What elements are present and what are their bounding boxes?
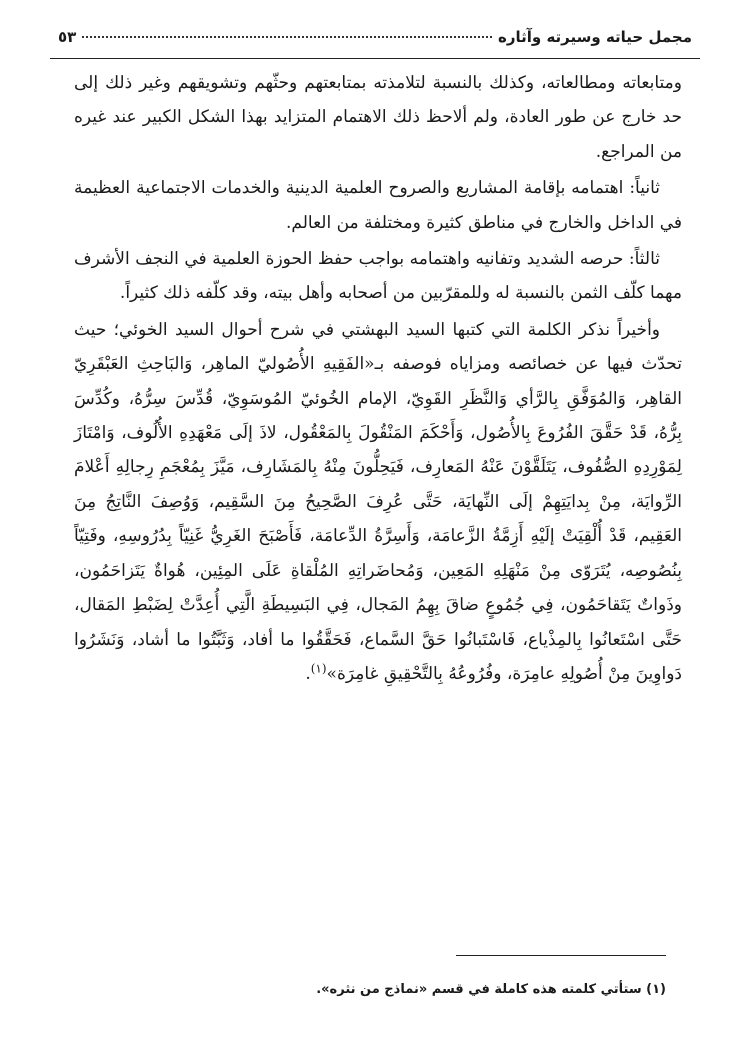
paragraph-continuation: ومتابعاته ومطالعاته، وكذلك بالنسبة لتلامذته بمتابعتهم وحثّهم وتشويقهم وغير ذلك إلى حد خارج عن طور العادة، ولم ألاحظ ذلك الاهتمام المتزايد بهذا الشكل الكبير عند غيره من المراجع.: [74, 73, 682, 162]
footnote-reference[interactable]: (١): [310, 661, 327, 676]
paragraph-second-point: ثانياً: اهتمامه بإقامة المشاريع والصروح العلمية الدينية والخدمات الاجتماعية العظيمة في الداخل والخارج في مناطق كثيرة ومختلفة من العالم.: [74, 178, 682, 233]
quote-text: وأخيراً نذكر الكلمة التي كتبها السيد البهشتي في شرح أحوال السيد الخوئي؛ حيث تحدّث فيها عن خصائصه ومزاياه فوصفه بـ«الفَقِيهِ الأُصُوليّ الماهِر، وَالبَاحِثِ العَبْقَرِيّ القاهِر، وَالمُوَفَّقِ بِالرَّأي وَالنَّظَرِ القَوِيّ، الإمام الخُوئيّ المُوسَوِيّ، قُدِّسَ سِرُّهُ، وكُدِّسَ بِرُّهُ، قَدْ حَقَّقَ الفُرُوعَ بِالأُصُول، وَأَحْكَمَ المَنْقُولَ بِالمَعْقُول، لاذَ إلَى مَعْهَدِهِ الأُلُوف، وَامْتَازَ لِمَوْرِدِهِ الصُّفُوف، يَتَلَقَّوْنَ عَنْهُ المَعارِف، فَيَحِلُّونَ مِنْهُ بِالمَشَارِف، مَيَّزَ بِمُعْجَمِ رِجالِهِ أَعْلامَ الرِّوايَة، مِنْ بِدايَتِهِمْ إلَى النِّهايَة، حَتَّى عُرِفَ الصَّحِيحُ مِنَ السَّقِيم، وَوُصِفَ النَّاتِجُ مِنَ العَقِيم، قَدْ أُلْقِيَتْ إلَيْهِ أَزِمَّةُ الزَّعامَة، وَأَسِرَّةُ الدِّعامَة، فَأَصْبَحَ الغَرِيُّ غَنِيّاً بِدُرُوسِهِ، وفَتِيّاً بِنُصُوصِه، يُتَرَوّى مِنْ مَنْهَلِهِ المَعِين، وَمُحاضَراتِهِ المُلْقاةِ عَلَى المِئِين، هُواةٌ يَتَزاحَمُون، وذَواتٌ يَتَقاحَمُون، فِي جُمُوعٍ ضاقَ بِهِمُ المَجال، فِي البَسِيطَةِ الَّتِي أُعِدَّتْ لِضَبْطِ المَقال، حَتَّى اسْتَعانُوا بِالمِذْياع، فَاسْتَبانُوا حَقَّ السَّماع، فَحَقَّقُوا ما أفاد، وَثَبَّتُوا ما أشاد، وَنَشَرُوا دَواوِينَ مِنْ أُصُولِهِ عامِرَة، وفُرُوعُهُ بِالتَّحْقِيقِ غامِرَة»: [74, 319, 682, 684]
body-text: [74, 66, 682, 693]
paragraph-quote: وأخيراً نذكر الكلمة التي كتبها السيد البهشتي في شرح أحوال السيد الخوئي؛ حيث تحدّث فيها عن خصائصه ومزاياه فوصفه بـ«الفَقِيهِ الأُصُوليّ الماهِر، وَالبَاحِثِ العَبْقَرِيّ القاهِر، وَالمُوَفَّقِ بِالرَّأي وَالنَّظَرِ القَوِيّ، الإمام الخُوئيّ المُوسَوِيّ، قُدِّسَ سِرُّهُ، وكُدِّسَ بِرُّهُ، قَدْ حَقَّقَ الفُرُوعَ بِالأُصُول، وَأَحْكَمَ المَنْقُولَ بِالمَعْقُول، لاذَ إلَى مَعْهَدِهِ الأُلُوف، وَامْتَازَ لِمَوْرِدِهِ الصُّفُوف، يَتَلَقَّوْنَ عَنْهُ المَعارِف، فَيَحِلُّونَ مِنْهُ بِالمَشَارِف، مَيَّزَ بِمُعْجَمِ رِجالِهِ أَعْلامَ الرِّوايَة، مِنْ بِدايَتِهِمْ إلَى النِّهايَة، حَتَّى عُرِفَ الصَّحِيحُ مِنَ السَّقِيم، وَوُصِفَ النَّاتِجُ مِنَ العَقِيم، قَدْ أُلْقِيَتْ إلَيْهِ أَزِمَّةُ الزَّعامَة، وَأَسِرَّةُ الدِّعامَة، فَأَصْبَحَ الغَرِيُّ غَنِيّاً بِدُرُوسِهِ، وفَتِيّاً بِنُصُوصِه، يُتَرَوّى مِنْ مَنْهَلِهِ المَعِين، وَمُحاضَراتِهِ المُلْقاةِ عَلَى المِئِين، هُواةٌ يَتَزاحَمُون، وذَواتٌ يَتَقاحَمُون، فِي جُمُوعٍ ضاقَ بِهِمُ المَجال، فِي البَسِيطَةِ الَّتِي أُعِدَّتْ لِضَبْطِ المَقال، حَتَّى اسْتَعانُوا بِالمِذْياع، فَاسْتَبانُوا حَقَّ السَّماع، فَحَقَّقُوا ما أفاد، وَثَبَّتُوا ما أشاد، وَنَشَرُوا دَواوِينَ مِنْ أُصُولِهِ عامِرَة، وفُرُوعُهُ بِالتَّحْقِيقِ غامِرَة»$^{(١)}$.: [74, 319, 682, 684]
running-header-title: مجمل حياته وسيرته وآثاره: [498, 28, 692, 46]
footnote: (١) ستأتي كلمته هذه كاملة في قسم «نماذج من نثره».: [316, 982, 666, 997]
paragraph-third-point: ثالثاً: حرصه الشديد وتفانيه واهتمامه بواجب حفظ الحوزة العلمية في النجف الأشرف مهما كلّف الثمن بالنسبة له وللمقرّبين من أصحابه وأهل بيته، وقد كلّفه ذلك كثيراً.: [74, 249, 682, 304]
running-header: [58, 28, 692, 52]
footnote-rule: [456, 955, 666, 956]
header-dot-leader: [82, 36, 492, 38]
header-rule: [50, 58, 700, 59]
page-number: ٥٣: [58, 28, 77, 46]
